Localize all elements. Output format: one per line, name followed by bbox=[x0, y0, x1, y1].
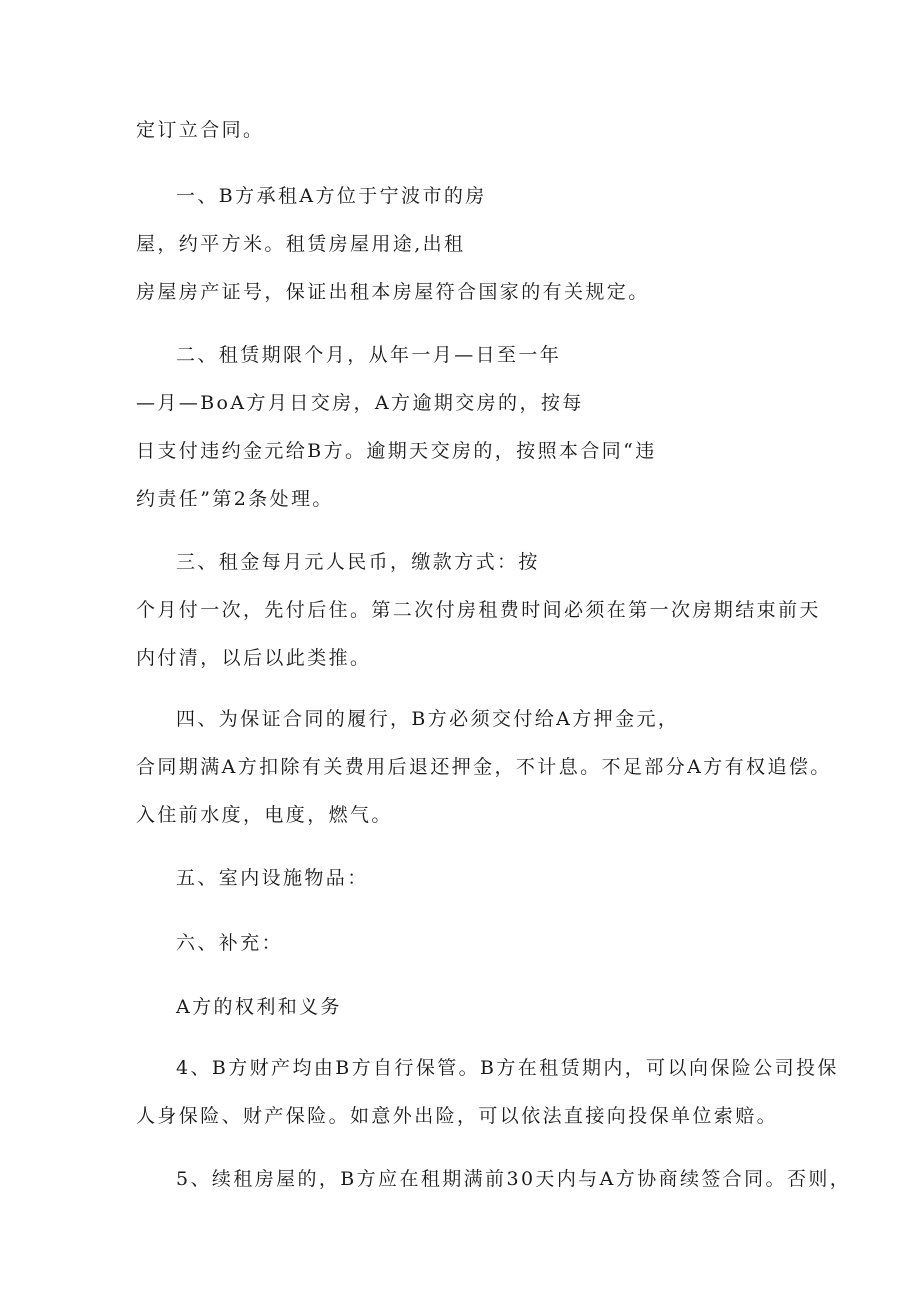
clause-1-line: 屋，约平方米。租赁房屋用途,出租 bbox=[136, 233, 466, 255]
clause-2-line: 二、租赁期限个月，从年一月—日至一年 bbox=[176, 344, 562, 366]
clause-2-line: —月—BoA方月日交房，A方逾期交房的，按每 bbox=[136, 392, 584, 414]
item-4-line: 人身保险、财产保险。如意外出险，可以依法直接向投保单位索赔。 bbox=[136, 1105, 779, 1127]
clause-5-line: 五、室内设施物品： bbox=[176, 867, 369, 889]
clause-1-line: 房屋房产证号，保证出租本房屋符合国家的有关规定。 bbox=[136, 281, 650, 303]
item-5-line: 5、续租房屋的，B方应在租期满前30天内与A方协商续签合同。否则， bbox=[176, 1168, 852, 1190]
clause-3-line: 三、租金每月元人民币，缴款方式：按 bbox=[176, 551, 540, 573]
clause-3-line: 个月付一次，先付后住。第二次付房租费时间必须在第一次房期结束前天 bbox=[136, 599, 821, 621]
clause-6-line: 六、补充： bbox=[176, 932, 284, 954]
clause-3-line: 内付清，以后以此类推。 bbox=[136, 647, 372, 669]
clause-2-line: 日支付违约金元给B方。逾期天交房的，按照本合同“违 bbox=[136, 440, 657, 462]
clause-4-line: 四、为保证合同的履行，B方必须交付给A方押金元， bbox=[176, 708, 680, 730]
section-heading: A方的权利和义务 bbox=[176, 996, 342, 1018]
clause-2-line: 约责任”第2条处理。 bbox=[136, 488, 334, 510]
clause-1-line: 一、B方承租A方位于宁波市的房 bbox=[176, 185, 487, 207]
clause-4-line: 入住前水度，电度，燃气。 bbox=[136, 804, 393, 826]
item-4-line: 4、B方财产均由B方自行保管。B方在租赁期内，可以向保险公司投保 bbox=[176, 1057, 839, 1079]
clause-4-line: 合同期满A方扣除有关费用后退还押金，不计息。不足部分A方有权追偿。 bbox=[136, 756, 832, 778]
paragraph-line: 定订立合同。 bbox=[136, 119, 265, 141]
